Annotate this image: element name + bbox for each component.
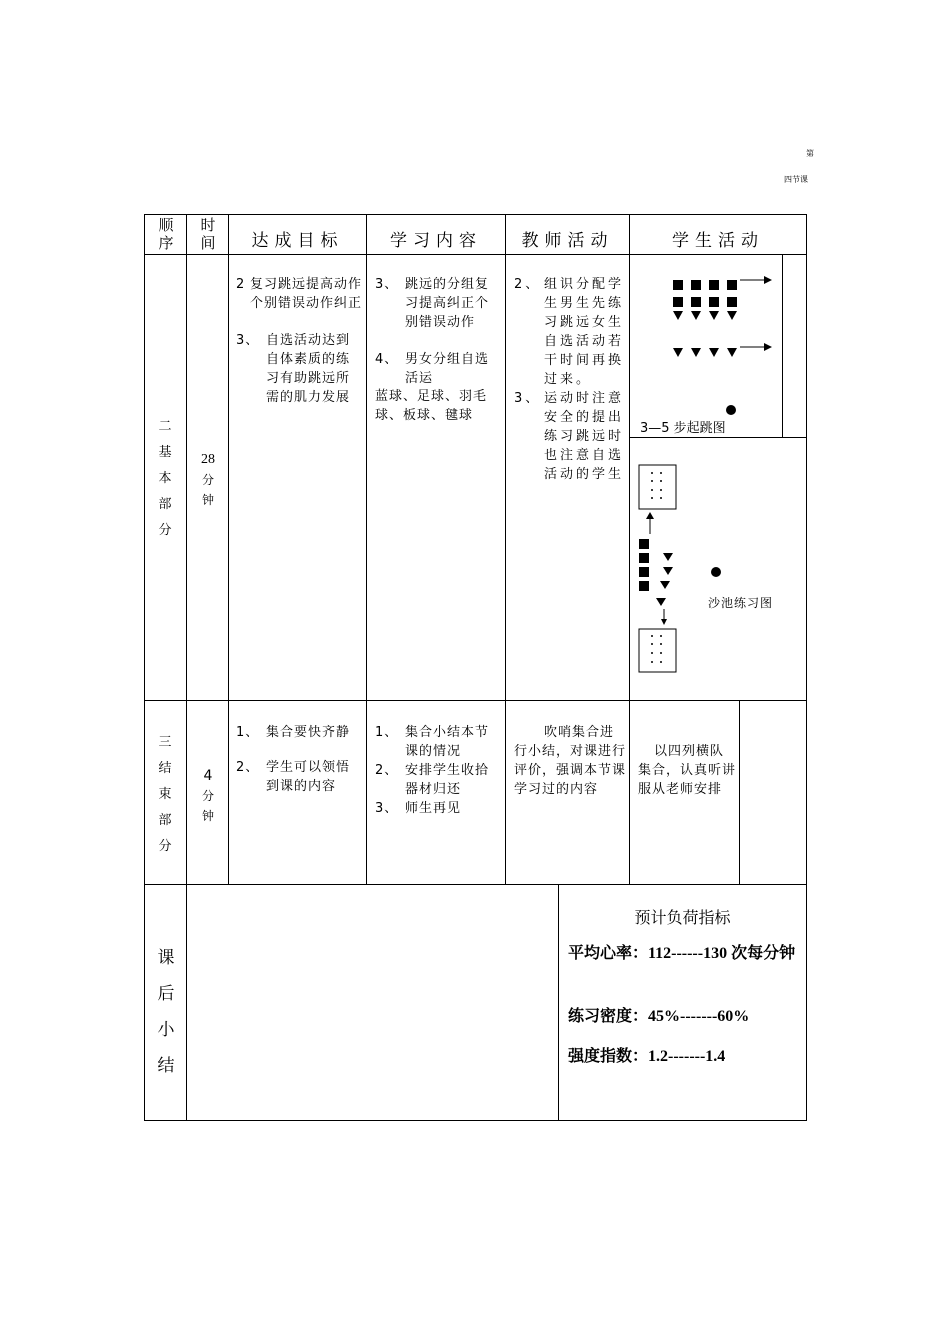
intensity-index: 强度指数：1.2-------1.4: [568, 1048, 726, 1065]
column-header-student: 学生活动: [672, 231, 764, 251]
load-index-title: 预计负荷指标: [634, 908, 731, 927]
basic-teacher: 2、 组识分配学生男生先练习跳远女生自选活动若干时间再换过来。 3、 运动时注意安全的提出练习跳远时也注意自选活动的学生: [514, 277, 625, 482]
ending-content: 1、 集合小结本节课的情况 2、 安排学生收拾器材归还 3、 师生再见: [375, 725, 490, 816]
column-header-goal: 达成目标: [251, 231, 344, 251]
lesson-label: 四节课: [784, 175, 808, 184]
sand-pit-caption: 沙池练习图: [708, 596, 774, 610]
ending-goals: 1、 集合要快齐静 2、 学生可以领悟到课的内容: [236, 725, 351, 794]
column-header-content: 学习内容: [390, 231, 482, 251]
exercise-density: 练习密度：45%-------60%: [568, 1008, 750, 1025]
column-header-time: 时 间: [200, 216, 216, 252]
sand-pit-diagram: [630, 438, 806, 700]
basic-time: 28 分 钟: [201, 452, 215, 507]
column-header-order: 顺 序: [158, 216, 174, 252]
ending-student: 以四列横队集合，认真听讲服从老师安排: [638, 744, 737, 797]
section-basic-label: 二 基 本 部 分: [158, 419, 172, 538]
run-up-diagram: [630, 255, 782, 437]
heart-rate: 平均心率：112------130 次每分钟: [568, 945, 796, 962]
page-marker: 第: [806, 149, 814, 158]
post-class-summary-label: 课 后 小 结: [157, 948, 175, 1076]
section-ending-label: 三 结 束 部 分: [158, 735, 172, 854]
summary-notes-area: [187, 885, 557, 1120]
ending-teacher: 吹哨集合进行小结，对课进行评价，强调本节课学习过的内容: [514, 725, 627, 797]
ending-time: 4 分 钟: [201, 768, 214, 823]
basic-content: 3、 跳远的分组复习提高纠正个别错误动作 4、 男女分组自选活运 蓝球、足球、羽毛球、板球、毽球: [375, 277, 490, 423]
basic-goals: 2 复习跳远提高动作个别错误动作纠正 3、 自选活动达到自体素质的练习有助跳远所需的肌力发展: [236, 277, 363, 405]
run-up-caption: 3—5 步起跳图: [640, 421, 726, 436]
column-header-teacher: 教师活动: [521, 231, 614, 251]
